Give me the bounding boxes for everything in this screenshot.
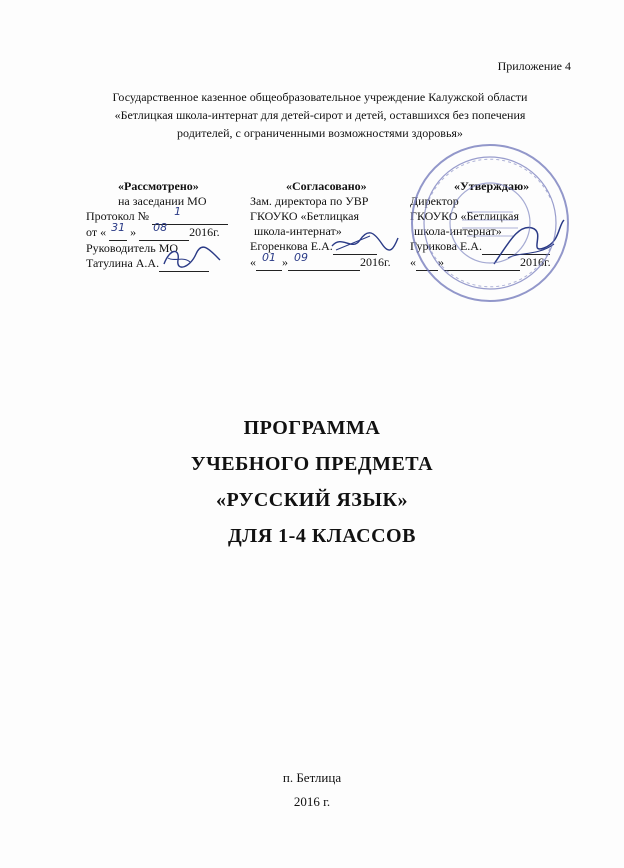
title-line-3: «РУССКИЙ ЯЗЫК» (215, 489, 409, 511)
footer-year: 2016 г. (293, 794, 331, 809)
appendix-label: Приложение 4 (497, 59, 571, 73)
date-day-value: 31 (111, 221, 126, 234)
agreed-year: 2016г. (360, 255, 391, 269)
approved-date-mid: » (438, 255, 444, 269)
title-line-4: ДЛЯ 1-4 КЛАССОВ (228, 525, 416, 547)
approved-line-3: школа-интернат» (414, 224, 502, 238)
agreed-line-1: Зам. директора по УВР (250, 194, 369, 208)
agreed-line-3: школа-интернат» (254, 224, 342, 238)
date-day-field (109, 221, 127, 241)
agreed-month-field (288, 251, 360, 271)
date-month-value: 08 (153, 221, 168, 234)
date-month-field (139, 221, 189, 241)
footer-place: п. Бетлица (282, 770, 342, 785)
date-prefix: от « (86, 225, 110, 239)
signature-reviewed-icon (160, 246, 224, 270)
agreed-heading: «Согласовано» (286, 179, 367, 193)
reviewed-role: Руководитель МО (86, 241, 179, 255)
protocol-number-value: 1 (174, 205, 182, 218)
document-footer (0, 766, 624, 814)
approved-heading: «Утверждаю» (454, 179, 530, 193)
approved-date-prefix: « (410, 255, 416, 269)
approved-name: Гурикова Е.А. (410, 239, 482, 253)
agreed-date-line (250, 251, 391, 271)
title-line-2: УЧЕБНОГО ПРЕДМЕТА (190, 453, 434, 475)
signature-agreed-icon (330, 230, 400, 256)
official-stamp-icon (407, 140, 573, 306)
organization-header (60, 88, 580, 142)
agreed-name: Егоренкова Е.А. (250, 239, 333, 253)
approval-column-agreed (250, 179, 391, 271)
org-line-3: родителей, с ограниченными возможностями здоровья» (177, 126, 463, 140)
date-mid: » (127, 225, 140, 239)
reviewed-line-1: на заседании МО (118, 194, 207, 208)
reviewed-name: Татулина А.А. (86, 256, 160, 270)
agreed-day-field (256, 251, 282, 271)
agreed-day-value: 01 (262, 251, 276, 264)
agreed-date-mid: » (282, 255, 288, 269)
approved-line-2: ГКОУКО «Бетлицкая (410, 209, 519, 223)
title-line-1: ПРОГРАММА (243, 417, 381, 439)
org-line-1: Государственное казенное общеобразовательное учреждение Калужской области (112, 90, 528, 104)
protocol-label: Протокол № (86, 209, 150, 223)
agreed-date-prefix: « (250, 255, 256, 269)
agreed-month-value: 09 (294, 251, 308, 264)
org-line-2: «Бетлицкая школа-интернат для детей-сирот и детей, оставшихся без попечения (114, 108, 526, 122)
reviewed-date-line (86, 221, 228, 241)
reviewed-heading: «Рассмотрено» (118, 179, 199, 193)
date-year: 2016г. (189, 225, 220, 239)
agreed-line-2: ГКОУКО «Бетлицкая (250, 209, 359, 223)
document-title (0, 410, 624, 554)
approved-year: 2016г. (520, 255, 551, 269)
approved-line-1: Директор (410, 194, 459, 208)
